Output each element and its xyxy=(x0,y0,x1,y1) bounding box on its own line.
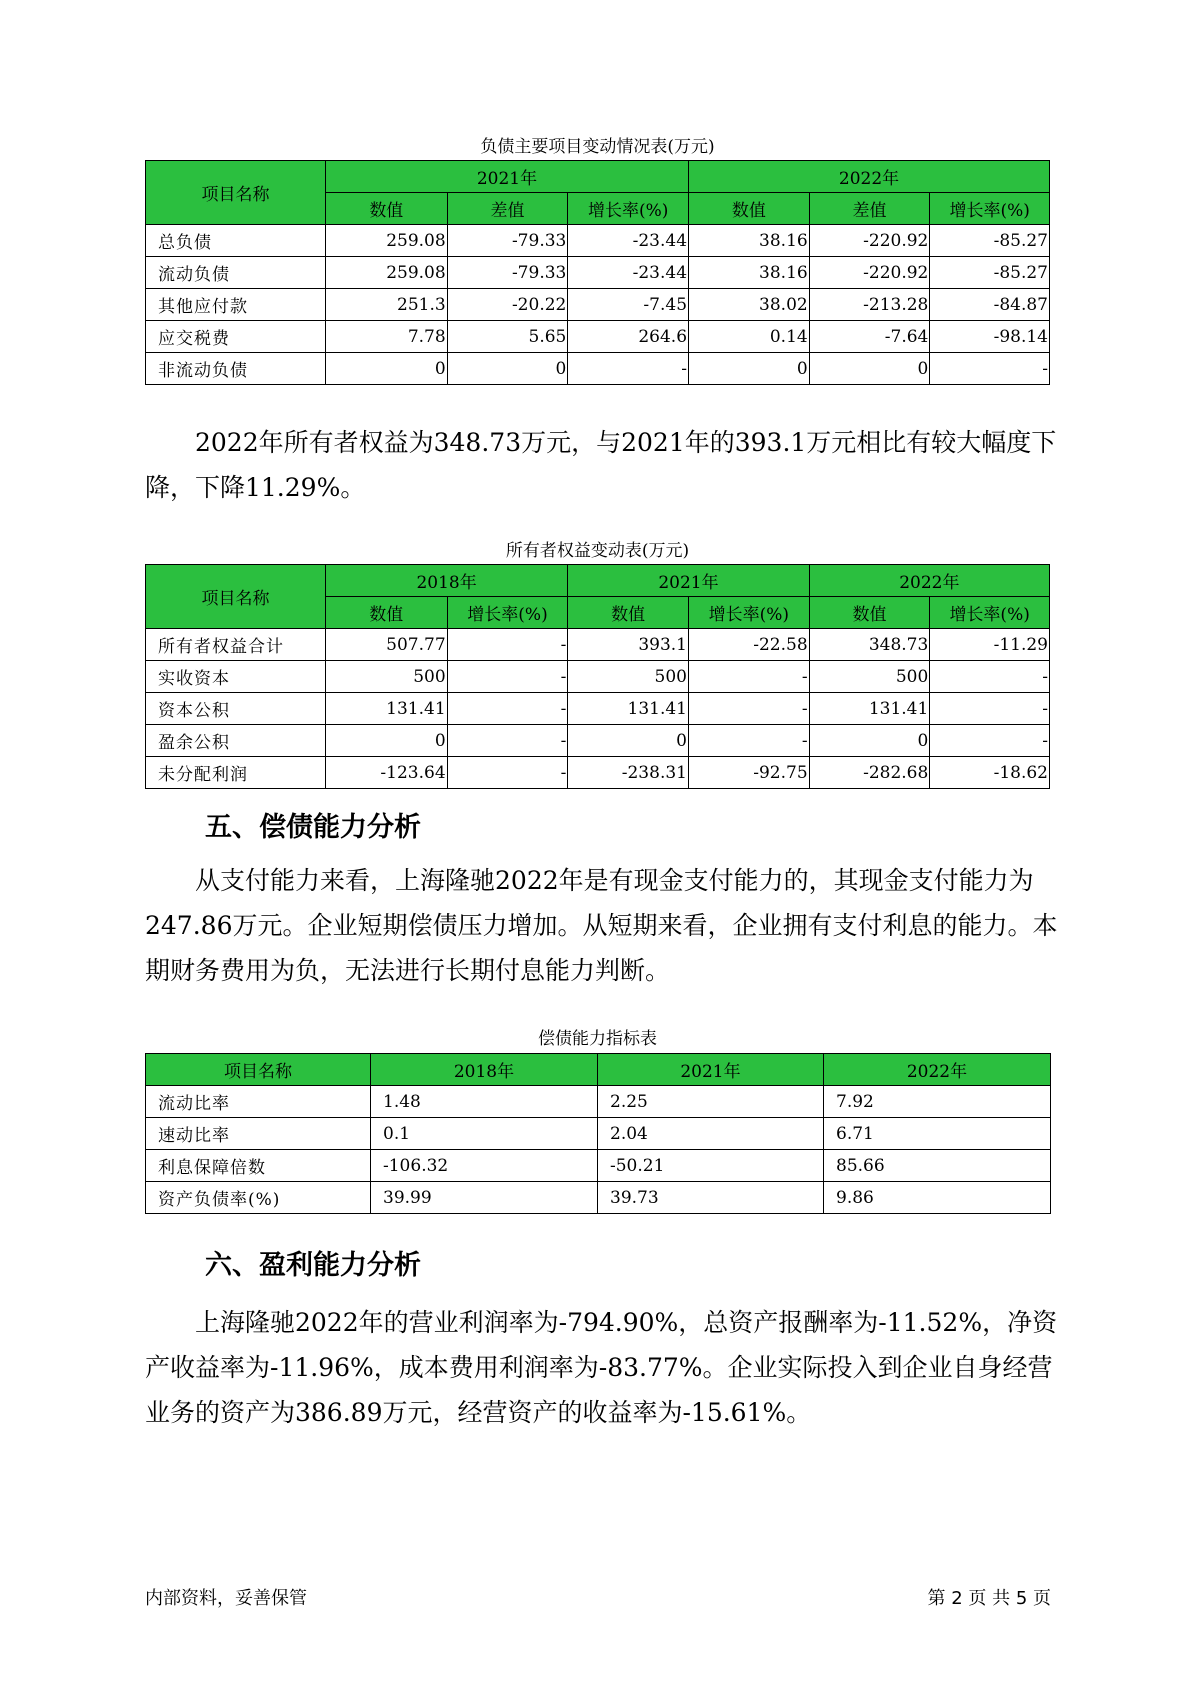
solvency-cell: 6.71 xyxy=(824,1118,1051,1150)
equity-subheader: 增长率(%) xyxy=(447,597,568,629)
equity-cell: - xyxy=(688,693,809,725)
liability-cell: 259.08 xyxy=(325,257,447,289)
liability-cell: 38.02 xyxy=(689,289,810,321)
equity-cell: - xyxy=(930,661,1050,693)
liability-cell: -85.27 xyxy=(930,257,1050,289)
equity-cell: - xyxy=(447,661,568,693)
liability-subheader: 增长率(%) xyxy=(930,193,1050,225)
equity-subheader: 增长率(%) xyxy=(688,597,809,629)
equity-row xyxy=(146,757,1050,789)
equity-cell: - xyxy=(688,725,809,757)
equity-cell: -11.29 xyxy=(930,629,1050,661)
equity-cell: - xyxy=(930,725,1050,757)
equity-header-year: 2021年 xyxy=(568,565,809,597)
equity-paragraph-text: 2022年所有者权益为348.73万元，与2021年的393.1万元相比有较大幅度下降，下降11.29%。 xyxy=(145,428,1057,502)
equity-header-year: 2022年 xyxy=(809,565,1049,597)
section6-paragraph-text: 上海隆驰2022年的营业利润率为-794.90%，总资产报酬率为-11.52%，净资产收益率为-11.96%，成本费用利润率为-83.77%。企业实际投入到企业自身经营业务的资产为386.89万元，经营资产的收益率为-15.61%。 xyxy=(145,1308,1058,1427)
solvency-row xyxy=(146,1118,1051,1150)
liability-header-year: 2021年 xyxy=(325,161,688,193)
equity-row xyxy=(146,693,1050,725)
equity-cell: - xyxy=(447,693,568,725)
liability-cell: -23.44 xyxy=(568,257,689,289)
solvency-cell: 9.86 xyxy=(824,1182,1051,1214)
liability-row xyxy=(146,257,1050,289)
solvency-header: 2021年 xyxy=(598,1054,824,1086)
solvency-row-name: 速动比率 xyxy=(146,1118,371,1150)
liability-row xyxy=(146,225,1050,257)
solvency-row-name: 资产负债率(%) xyxy=(146,1182,371,1214)
equity-row-name: 未分配利润 xyxy=(146,757,326,789)
equity-cell: 348.73 xyxy=(809,629,930,661)
liability-cell: -23.44 xyxy=(568,225,689,257)
liability-cell: 7.78 xyxy=(325,321,447,353)
liability-cell: 251.3 xyxy=(325,289,447,321)
solvency-header: 项目名称 xyxy=(146,1054,371,1086)
liability-cell: 0 xyxy=(325,353,447,385)
equity-row-name: 所有者权益合计 xyxy=(146,629,326,661)
liability-header-year: 2022年 xyxy=(689,161,1050,193)
equity-cell: 0 xyxy=(325,725,447,757)
liability-cell: -20.22 xyxy=(447,289,568,321)
liability-subheader: 增长率(%) xyxy=(568,193,689,225)
footer-confidential-note: 内部资料，妥善保管 xyxy=(145,1588,307,1609)
solvency-row xyxy=(146,1086,1051,1118)
equity-cell: -92.75 xyxy=(688,757,809,789)
liability-cell: 38.16 xyxy=(689,225,810,257)
equity-cell: -18.62 xyxy=(930,757,1050,789)
liability-cell: -220.92 xyxy=(809,257,930,289)
liability-cell: -7.45 xyxy=(568,289,689,321)
solvency-table xyxy=(145,1053,1051,1214)
solvency-row-name: 流动比率 xyxy=(146,1086,371,1118)
solvency-cell: 85.66 xyxy=(824,1150,1051,1182)
liability-row xyxy=(146,289,1050,321)
equity-cell: - xyxy=(688,661,809,693)
equity-cell: 500 xyxy=(325,661,447,693)
solvency-cell: 0.1 xyxy=(371,1118,598,1150)
section5-paragraph xyxy=(145,858,1065,993)
equity-row-name: 盈余公积 xyxy=(146,725,326,757)
equity-subheader: 数值 xyxy=(325,597,447,629)
solvency-row xyxy=(146,1182,1051,1214)
equity-row-name: 实收资本 xyxy=(146,661,326,693)
liability-subheader: 差值 xyxy=(447,193,568,225)
solvency-table-caption: 偿债能力指标表 xyxy=(538,1029,657,1049)
equity-cell: - xyxy=(930,693,1050,725)
footer-page-number: 第 2 页 共 5 页 xyxy=(927,1588,1051,1609)
liability-row xyxy=(146,321,1050,353)
equity-cell: -238.31 xyxy=(568,757,689,789)
liability-cell: -79.33 xyxy=(447,225,568,257)
liability-row-name: 非流动负债 xyxy=(146,353,326,385)
equity-cell: 131.41 xyxy=(809,693,930,725)
solvency-cell: 2.25 xyxy=(598,1086,824,1118)
solvency-cell: 2.04 xyxy=(598,1118,824,1150)
liability-cell: 0 xyxy=(809,353,930,385)
solvency-row xyxy=(146,1150,1051,1182)
solvency-cell: 39.99 xyxy=(371,1182,598,1214)
liability-cell: 0 xyxy=(447,353,568,385)
liability-cell: 5.65 xyxy=(447,321,568,353)
liability-subheader: 数值 xyxy=(325,193,447,225)
section5-heading: 五、偿债能力分析 xyxy=(205,812,421,843)
liability-cell: 0 xyxy=(689,353,810,385)
solvency-cell: -106.32 xyxy=(371,1150,598,1182)
equity-cell: 393.1 xyxy=(568,629,689,661)
equity-cell: - xyxy=(447,757,568,789)
equity-subheader: 数值 xyxy=(809,597,930,629)
liability-row xyxy=(146,353,1050,385)
liability-row-name: 流动负债 xyxy=(146,257,326,289)
solvency-cell: 7.92 xyxy=(824,1086,1051,1118)
section6-paragraph xyxy=(145,1300,1065,1435)
equity-cell: 0 xyxy=(809,725,930,757)
liability-subheader: 差值 xyxy=(809,193,930,225)
equity-cell: -22.58 xyxy=(688,629,809,661)
liability-cell: -220.92 xyxy=(809,225,930,257)
solvency-cell: -50.21 xyxy=(598,1150,824,1182)
liability-row-name: 总负债 xyxy=(146,225,326,257)
equity-cell: - xyxy=(447,725,568,757)
equity-row xyxy=(146,629,1050,661)
liability-cell: -79.33 xyxy=(447,257,568,289)
equity-subheader: 增长率(%) xyxy=(930,597,1050,629)
liability-cell: -213.28 xyxy=(809,289,930,321)
equity-row xyxy=(146,725,1050,757)
liability-cell: 0.14 xyxy=(689,321,810,353)
liability-cell: - xyxy=(930,353,1050,385)
liability-cell: -85.27 xyxy=(930,225,1050,257)
equity-cell: 131.41 xyxy=(568,693,689,725)
liability-table-caption: 负债主要项目变动情况表(万元) xyxy=(480,137,715,157)
section6-heading: 六、盈利能力分析 xyxy=(205,1250,421,1281)
liability-subheader: 数值 xyxy=(689,193,810,225)
equity-cell: -282.68 xyxy=(809,757,930,789)
equity-cell: 0 xyxy=(568,725,689,757)
liability-cell: 264.6 xyxy=(568,321,689,353)
solvency-cell: 1.48 xyxy=(371,1086,598,1118)
equity-table xyxy=(145,564,1050,789)
equity-header-year: 2018年 xyxy=(325,565,567,597)
liability-row-name: 应交税费 xyxy=(146,321,326,353)
equity-cell: 131.41 xyxy=(325,693,447,725)
liability-header-name: 项目名称 xyxy=(146,161,326,225)
section5-paragraph-text: 从支付能力来看，上海隆驰2022年是有现金支付能力的，其现金支付能力为247.86万元。企业短期偿债压力增加。从短期来看，企业拥有支付利息的能力。本期财务费用为负，无法进行长期付息能力判断。 xyxy=(145,866,1058,985)
liability-cell: -98.14 xyxy=(930,321,1050,353)
solvency-cell: 39.73 xyxy=(598,1182,824,1214)
equity-cell: -123.64 xyxy=(325,757,447,789)
liability-cell: - xyxy=(568,353,689,385)
liability-cell: -7.64 xyxy=(809,321,930,353)
liability-cell: 38.16 xyxy=(689,257,810,289)
liability-cell: 259.08 xyxy=(325,225,447,257)
equity-cell: - xyxy=(447,629,568,661)
equity-paragraph xyxy=(145,420,1065,510)
equity-cell: 500 xyxy=(809,661,930,693)
equity-cell: 500 xyxy=(568,661,689,693)
solvency-row-name: 利息保障倍数 xyxy=(146,1150,371,1182)
solvency-header: 2018年 xyxy=(371,1054,598,1086)
liability-table xyxy=(145,160,1050,385)
equity-cell: 507.77 xyxy=(325,629,447,661)
liability-row-name: 其他应付款 xyxy=(146,289,326,321)
equity-row xyxy=(146,661,1050,693)
equity-row-name: 资本公积 xyxy=(146,693,326,725)
liability-cell: -84.87 xyxy=(930,289,1050,321)
equity-subheader: 数值 xyxy=(568,597,689,629)
solvency-header: 2022年 xyxy=(824,1054,1051,1086)
equity-header-name: 项目名称 xyxy=(146,565,326,629)
equity-table-caption: 所有者权益变动表(万元) xyxy=(505,541,690,561)
